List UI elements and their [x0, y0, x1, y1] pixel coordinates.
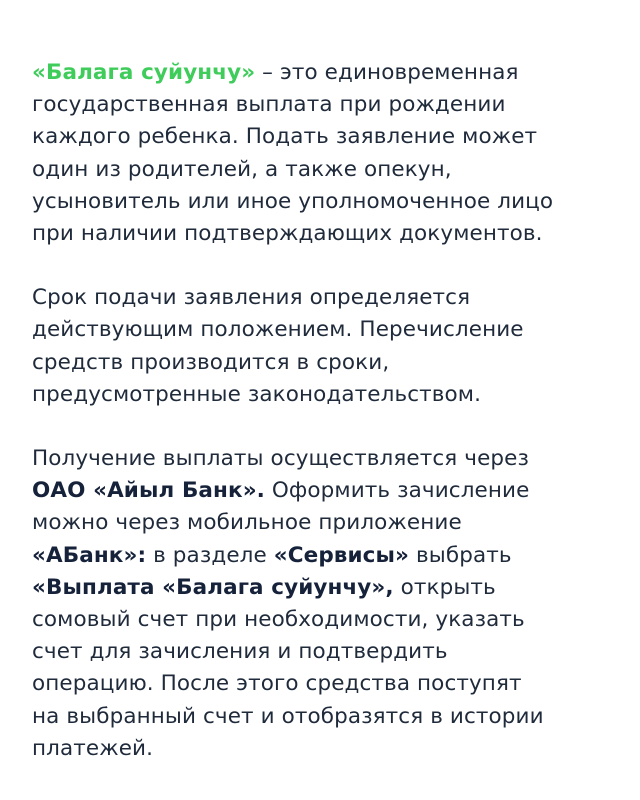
- paragraph-deadline: [32, 282, 612, 411]
- text-run: – это единовременная: [255, 60, 519, 85]
- text-line: предусмотренные законодательством.: [32, 381, 482, 407]
- text-line: государственная выплата при рождении: [32, 92, 506, 118]
- text-line: [32, 572, 612, 604]
- service-name-bold: «Выплата «Балага суйунчу»,: [32, 574, 394, 600]
- paragraph-intro: [32, 57, 612, 250]
- text-line: усыновитель или иное уполномоченное лицо: [32, 188, 554, 214]
- text-line: [32, 475, 612, 507]
- text-run: выбрать: [409, 542, 512, 568]
- paragraph-instructions: [32, 443, 612, 765]
- text-line: при наличии подтверждающих документов.: [32, 221, 543, 247]
- text-line: один из родителей, а также опекун,: [32, 156, 452, 182]
- text-line: платежей.: [32, 735, 154, 761]
- app-name-bold: «АБанк»:: [32, 542, 147, 568]
- text-line: Получение выплаты осуществляется через: [32, 446, 530, 472]
- text-run: Оформить зачисление: [264, 478, 530, 504]
- text-line: на выбранный счет и отобразятся в истории: [32, 703, 544, 729]
- text-run: в разделе: [146, 542, 274, 568]
- text-line: операцию. После этого средства поступят: [32, 671, 522, 697]
- program-name-highlight: «Балага суйунчу»: [32, 60, 256, 85]
- text-line: средств производится в сроки,: [32, 349, 390, 375]
- text-line: [32, 540, 612, 572]
- text-line: можно через мобильное приложение: [32, 510, 462, 536]
- text-run: открыть: [393, 574, 496, 600]
- text-line: счет для зачисления и подтвердить: [32, 639, 448, 665]
- text-line: Срок подачи заявления определяется: [32, 285, 471, 311]
- text-line: сомовый счет при необходимости, указать: [32, 607, 525, 633]
- section-name-bold: «Сервисы»: [273, 542, 410, 568]
- text-line: каждого ребенка. Подать заявление может: [32, 124, 538, 150]
- text-line: [32, 57, 612, 89]
- article-body: [32, 57, 612, 765]
- text-line: действующим положением. Перечисление: [32, 317, 524, 343]
- bank-name-bold: ОАО «Айыл Банк».: [32, 478, 265, 504]
